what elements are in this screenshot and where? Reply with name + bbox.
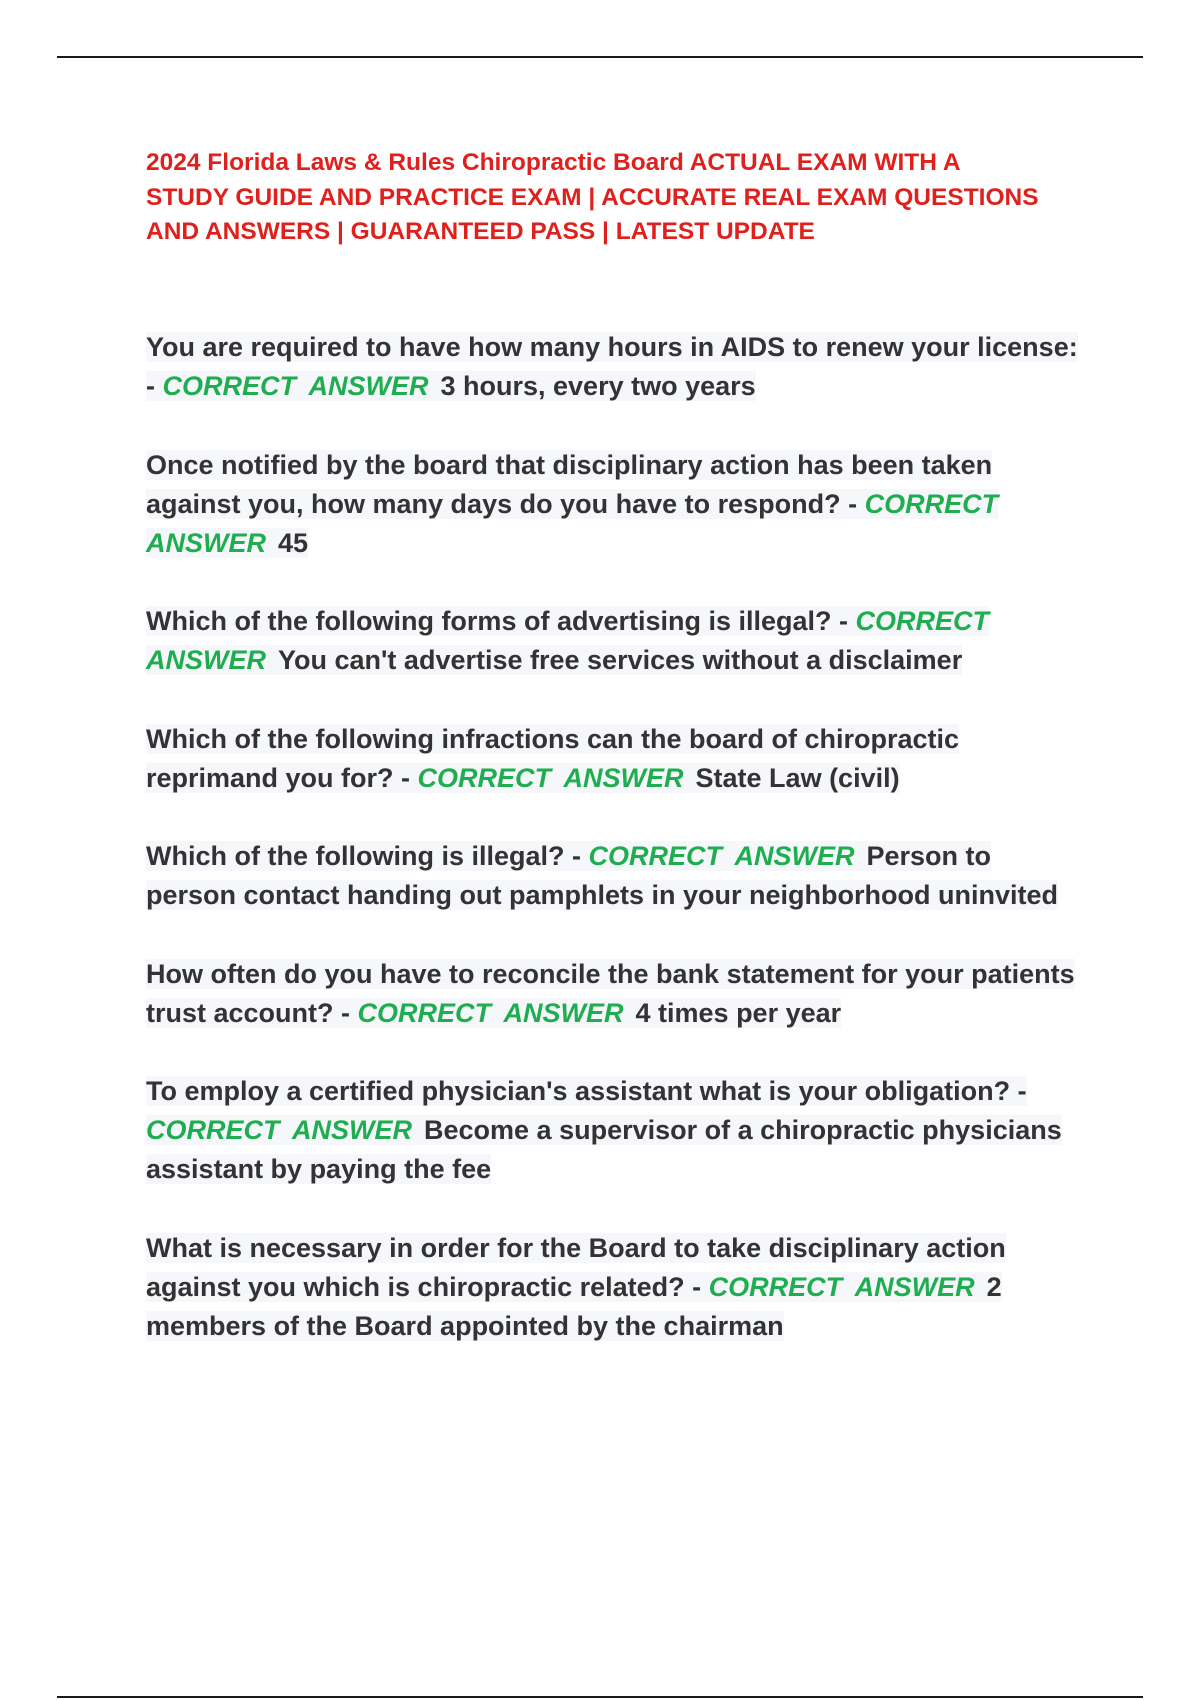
correct-answer-label: CORRECT ANSWER bbox=[146, 488, 999, 558]
qa-item-8 bbox=[146, 1229, 1086, 1346]
qa-item-3 bbox=[146, 602, 1086, 680]
answer-text: Person to person contact handing out pamphlets in your neighborhood uninvited bbox=[146, 841, 1058, 910]
answer-text: 45 bbox=[278, 527, 309, 558]
question-text: What is necessary in order for the Board to take disciplinary action against you which is chiropractic related? - bbox=[146, 1232, 1006, 1302]
question-text: Which of the following is illegal? - bbox=[146, 841, 589, 871]
answer-text: State Law (civil) bbox=[695, 762, 900, 793]
question-text: Once notified by the board that disciplinary action has been taken against you, how many days do you have to respond? - bbox=[146, 449, 993, 519]
correct-answer-label: CORRECT ANSWER bbox=[162, 371, 429, 401]
answer-text: 2 members of the Board appointed by the chairman bbox=[146, 1271, 1002, 1341]
top-rule bbox=[57, 56, 1143, 58]
question-text: Which of the following forms of advertising is illegal? - bbox=[146, 606, 856, 636]
question-text: To employ a certified physician's assistant what is your obligation? - bbox=[146, 1076, 1027, 1106]
correct-answer-label: CORRECT ANSWER bbox=[357, 997, 624, 1028]
correct-answer-label: CORRECT ANSWER bbox=[588, 841, 855, 871]
correct-answer-label: CORRECT ANSWER bbox=[146, 606, 990, 675]
correct-answer-label: CORRECT ANSWER bbox=[417, 762, 684, 793]
answer-text: 3 hours, every two years bbox=[440, 371, 756, 401]
correct-answer-label: CORRECT ANSWER bbox=[708, 1271, 975, 1302]
qa-item-2 bbox=[146, 446, 1086, 563]
qa-item-6 bbox=[146, 955, 1086, 1033]
question-text: You are required to have how many hours in AIDS to renew your license: - bbox=[146, 332, 1078, 401]
answer-text: You can't advertise free services without a disclaimer bbox=[278, 645, 963, 675]
correct-answer-label: CORRECT ANSWER bbox=[146, 1115, 412, 1145]
document-title: 2024 Florida Laws & Rules Chiropractic Board ACTUAL EXAM WITH A STUDY GUIDE AND PRACTICE EXAM | ACCURATE REAL EXAM QUESTIONS AND ANSWERS | GUARANTEED PASS | LATEST UPDATE bbox=[146, 149, 1039, 245]
answer-text: Become a supervisor of a chiropractic physicians assistant by paying the fee bbox=[146, 1115, 1062, 1184]
qa-list bbox=[146, 328, 1086, 1346]
qa-item-4 bbox=[146, 720, 1086, 798]
question-text: Which of the following infractions can the board of chiropractic reprimand you for? - bbox=[146, 723, 960, 793]
bottom-rule bbox=[57, 1696, 1143, 1698]
answer-text: 4 times per year bbox=[635, 997, 842, 1028]
qa-item-7 bbox=[146, 1072, 1086, 1189]
qa-item-1 bbox=[146, 328, 1086, 406]
question-text: How often do you have to reconcile the bank statement for your patients trust account? - bbox=[146, 958, 1075, 1028]
qa-item-5 bbox=[146, 837, 1086, 915]
